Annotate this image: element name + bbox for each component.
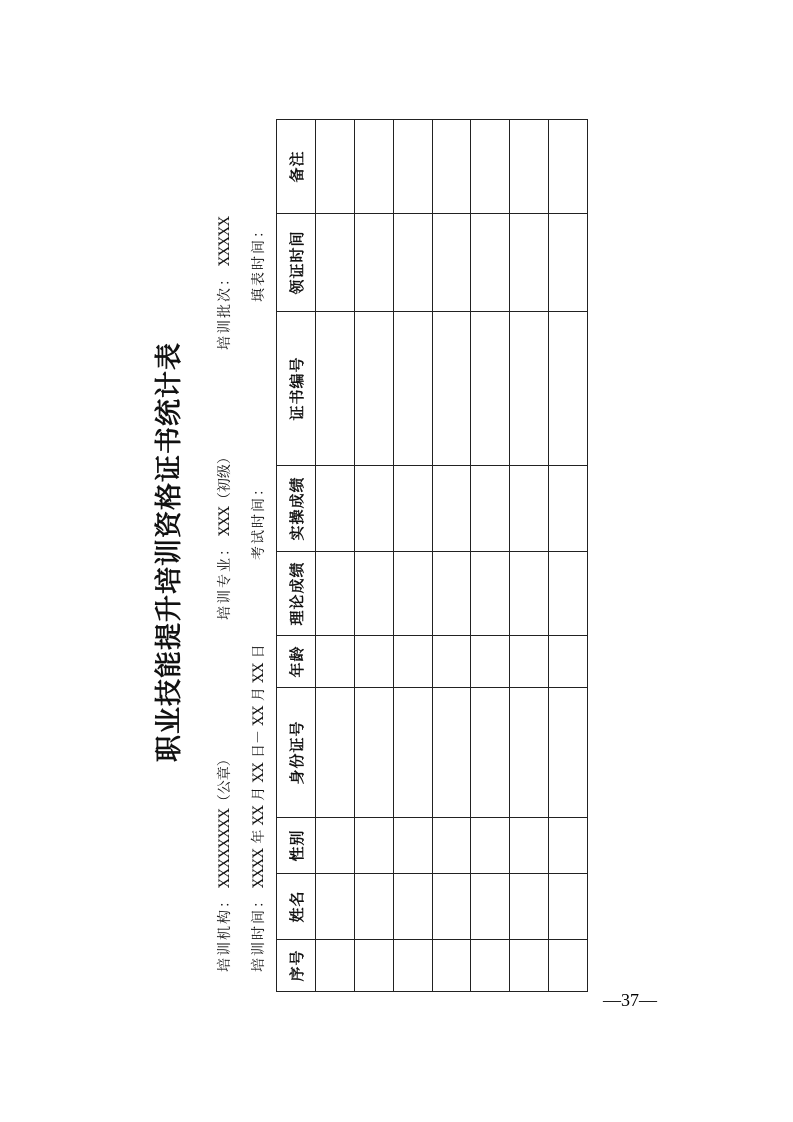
- batch-info: [214, 216, 236, 350]
- table-cell[interactable]: [354, 466, 393, 552]
- col-header-remarks: 备注: [277, 120, 316, 214]
- col-header-name: 姓名: [277, 874, 316, 940]
- table-cell[interactable]: [471, 636, 510, 688]
- page-number: —37—: [603, 990, 657, 1010]
- table-cell[interactable]: [432, 466, 471, 552]
- org-value: XXXXXXXX（公章）: [217, 752, 233, 888]
- table-row: [354, 120, 393, 992]
- table-cell[interactable]: [393, 874, 432, 940]
- batch-label: 培训批次：: [217, 270, 233, 350]
- org-label: 培训机构：: [217, 892, 233, 972]
- table-cell[interactable]: [510, 466, 549, 552]
- table-cell[interactable]: [432, 940, 471, 992]
- period-label: 培训时间：: [251, 892, 267, 972]
- period-info: [248, 644, 270, 972]
- batch-value: XXXXX: [217, 216, 233, 266]
- table-cell[interactable]: [471, 874, 510, 940]
- table-cell[interactable]: [393, 552, 432, 636]
- table-cell[interactable]: [354, 818, 393, 874]
- table-cell[interactable]: [354, 636, 393, 688]
- table-cell[interactable]: [393, 940, 432, 992]
- table-cell[interactable]: [393, 120, 432, 214]
- table-cell[interactable]: [510, 312, 549, 466]
- rotated-form: [150, 112, 610, 992]
- table-cell[interactable]: [549, 940, 588, 992]
- col-header-index: 序号: [277, 940, 316, 992]
- table-row: [432, 120, 471, 992]
- table-cell[interactable]: [510, 552, 549, 636]
- major-label: 培训专业：: [217, 540, 233, 620]
- table-cell[interactable]: [549, 552, 588, 636]
- table-cell[interactable]: [432, 818, 471, 874]
- table-cell[interactable]: [432, 312, 471, 466]
- table-row: [393, 120, 432, 992]
- table-cell[interactable]: [432, 688, 471, 818]
- col-header-certificate-number: 证书编号: [277, 312, 316, 466]
- table-cell[interactable]: [471, 120, 510, 214]
- table-cell[interactable]: [510, 688, 549, 818]
- table-cell[interactable]: [471, 312, 510, 466]
- table-cell[interactable]: [549, 874, 588, 940]
- table-cell[interactable]: [510, 636, 549, 688]
- table-cell[interactable]: [316, 120, 355, 214]
- table-cell[interactable]: [471, 552, 510, 636]
- exam-time-info: [248, 476, 270, 560]
- exam-time-label: 考试时间：: [251, 480, 267, 560]
- table-cell[interactable]: [316, 552, 355, 636]
- table-cell[interactable]: [354, 312, 393, 466]
- table-cell[interactable]: [316, 466, 355, 552]
- table-cell[interactable]: [393, 818, 432, 874]
- table-cell[interactable]: [549, 466, 588, 552]
- table-cell[interactable]: [393, 466, 432, 552]
- form-title: 职业技能提升培训资格证书统计表: [154, 342, 185, 762]
- table-cell[interactable]: [549, 818, 588, 874]
- period-value: XXXX 年 XX 月 XX 日－ XX 月 XX 日: [251, 644, 267, 888]
- table-cell[interactable]: [510, 120, 549, 214]
- table-cell[interactable]: [316, 636, 355, 688]
- table-cell[interactable]: [432, 214, 471, 312]
- table-cell[interactable]: [471, 940, 510, 992]
- table-cell[interactable]: [316, 312, 355, 466]
- table-cell[interactable]: [549, 688, 588, 818]
- table-cell[interactable]: [549, 312, 588, 466]
- table-cell[interactable]: [316, 874, 355, 940]
- fill-time-info: [248, 218, 270, 302]
- table-cell[interactable]: [471, 818, 510, 874]
- table-body: [316, 120, 588, 992]
- fill-time-label: 填表时间：: [251, 222, 267, 302]
- table-cell[interactable]: [354, 214, 393, 312]
- col-header-id-number: 身份证号: [277, 688, 316, 818]
- table-cell[interactable]: [354, 120, 393, 214]
- col-header-age: 年龄: [277, 636, 316, 688]
- table-cell[interactable]: [316, 818, 355, 874]
- table-cell[interactable]: [471, 688, 510, 818]
- table-row: [471, 120, 510, 992]
- table-cell[interactable]: [510, 940, 549, 992]
- org-info: [214, 752, 236, 972]
- table-cell[interactable]: [432, 874, 471, 940]
- table-cell[interactable]: [316, 214, 355, 312]
- table-cell[interactable]: [549, 214, 588, 312]
- table-cell[interactable]: [316, 940, 355, 992]
- table-cell[interactable]: [354, 552, 393, 636]
- table-cell[interactable]: [432, 636, 471, 688]
- col-header-practice-score: 实操成绩: [277, 466, 316, 552]
- table-cell[interactable]: [393, 636, 432, 688]
- table-cell[interactable]: [549, 636, 588, 688]
- table-cell[interactable]: [471, 466, 510, 552]
- table-cell[interactable]: [354, 688, 393, 818]
- table-cell[interactable]: [316, 688, 355, 818]
- major-value: XXX（初级）: [217, 450, 233, 536]
- table-cell[interactable]: [510, 214, 549, 312]
- table-cell[interactable]: [393, 312, 432, 466]
- table-row: [316, 120, 355, 992]
- table-cell[interactable]: [471, 214, 510, 312]
- table-cell[interactable]: [354, 940, 393, 992]
- table-cell[interactable]: [510, 818, 549, 874]
- table-row: [549, 120, 588, 992]
- col-header-issue-date: 领证时间: [277, 214, 316, 312]
- major-info: [214, 450, 236, 620]
- col-header-gender: 性别: [277, 818, 316, 874]
- table-cell[interactable]: [393, 214, 432, 312]
- table-cell[interactable]: [432, 120, 471, 214]
- table-cell[interactable]: [393, 688, 432, 818]
- col-header-theory-score: 理论成绩: [277, 552, 316, 636]
- table-header-row: [277, 120, 316, 992]
- table-cell[interactable]: [432, 552, 471, 636]
- table-cell[interactable]: [354, 874, 393, 940]
- certificate-table: [276, 119, 588, 992]
- table-cell[interactable]: [549, 120, 588, 214]
- table-cell[interactable]: [510, 874, 549, 940]
- table-row: [510, 120, 549, 992]
